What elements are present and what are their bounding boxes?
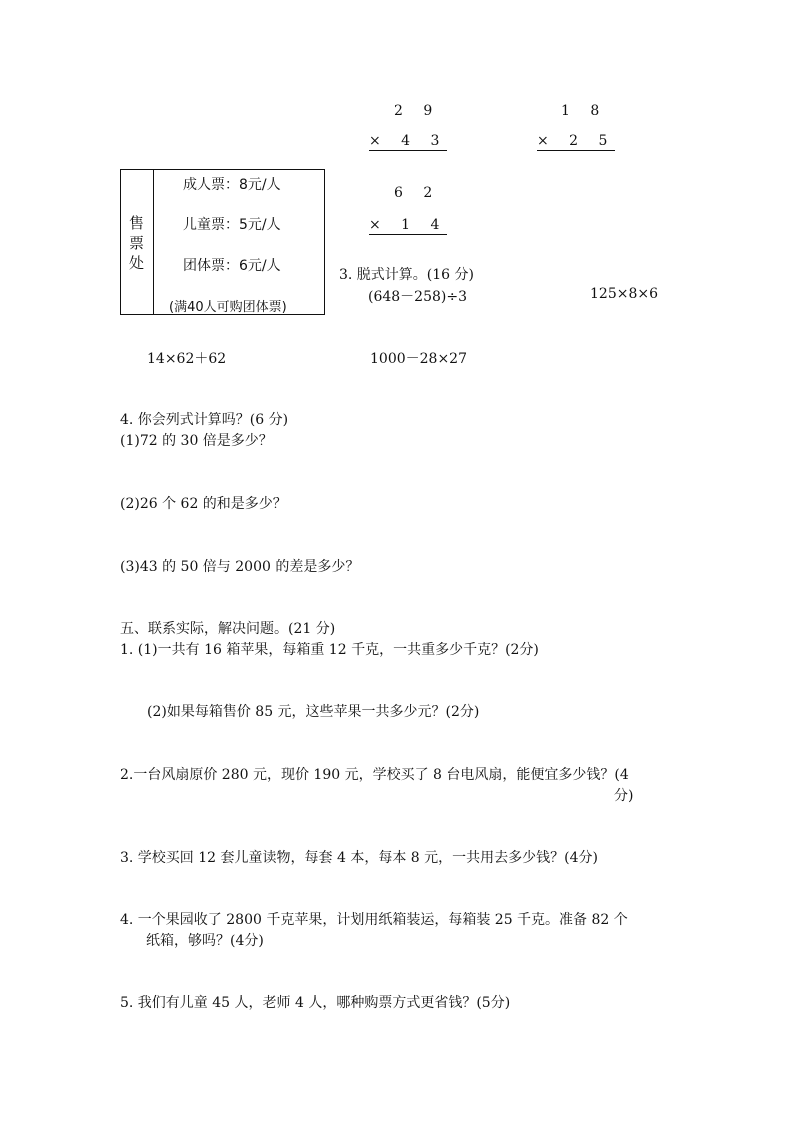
section3-problem-1: (648－258)÷3 bbox=[368, 289, 468, 305]
vmult-1-top: 2 9 bbox=[394, 103, 441, 119]
vmult-1-bottom bbox=[369, 133, 447, 149]
vmult-1-bottom-text: × 4 3 bbox=[369, 133, 448, 149]
vmult-2-bottom-text: × 2 5 bbox=[537, 133, 616, 149]
vmult-3-bottom-text: × 1 4 bbox=[369, 217, 448, 233]
ticket-side-char-2: 票 bbox=[129, 234, 145, 252]
ticket-side-char-1: 售 bbox=[129, 214, 145, 232]
section5-problem-3: 3. 学校买回 12 套儿童读物，每套 4 本，每本 8 元，一共用去多少钱？(4分) bbox=[120, 850, 598, 866]
section4-title: 4. 你会列式计算吗？(6 分) bbox=[120, 412, 289, 428]
ticket-child-price: 儿童票：5元/人 bbox=[183, 217, 281, 233]
ticket-side-char-3: 处 bbox=[129, 254, 145, 272]
section3-problem-4: 1000－28×27 bbox=[370, 351, 467, 367]
section5-problem-1a: 1. (1)一共有 16 箱苹果，每箱重 12 千克，一共重多少千克？(2分) bbox=[120, 642, 539, 658]
section3-title: 3. 脱式计算。(16 分) bbox=[339, 267, 474, 283]
section5-problem-4b: 纸箱，够吗？(4分) bbox=[146, 933, 264, 949]
ticket-group-price: 团体票：6元/人 bbox=[183, 258, 281, 274]
section4-question-1: (1)72 的 30 倍是多少？ bbox=[120, 433, 273, 449]
ticket-adult-price: 成人票：8元/人 bbox=[183, 177, 281, 193]
ticket-office-side bbox=[121, 170, 154, 314]
vmult-3-top: 6 2 bbox=[394, 185, 441, 201]
vmult-2-top: 1 8 bbox=[561, 103, 608, 119]
section4-question-3: (3)43 的 50 倍与 2000 的差是多少？ bbox=[120, 559, 360, 575]
vmult-2-bottom bbox=[537, 133, 615, 149]
section5-problem-4a: 4. 一个果园收了 2800 千克苹果，计划用纸箱装运，每箱装 25 千克。准备 82 个 bbox=[120, 912, 628, 928]
ticket-group-note: (满40人可购团体票) bbox=[169, 300, 287, 315]
section5-problem-5: 5. 我们有儿童 45 人，老师 4 人，哪种购票方式更省钱？(5分) bbox=[120, 995, 511, 1011]
section5-problem-1b: (2)如果每箱售价 85 元，这些苹果一共多少元？(2分) bbox=[147, 704, 480, 720]
section5-problem-2a: 2.一台风扇原价 280 元，现价 190 元，学校买了 8 台电风扇，能便宜多少钱？(4 bbox=[120, 767, 629, 783]
section3-problem-3: 14×62＋62 bbox=[147, 351, 227, 367]
section5-problem-2b: 分) bbox=[614, 788, 634, 804]
section5-title: 五、联系实际，解决问题。(21 分) bbox=[120, 621, 336, 637]
section4-question-2: (2)26 个 62 的和是多少？ bbox=[120, 496, 287, 512]
vmult-3-bottom bbox=[369, 217, 447, 233]
ticket-office-box bbox=[120, 169, 325, 315]
section3-problem-2: 125×8×6 bbox=[590, 286, 658, 302]
